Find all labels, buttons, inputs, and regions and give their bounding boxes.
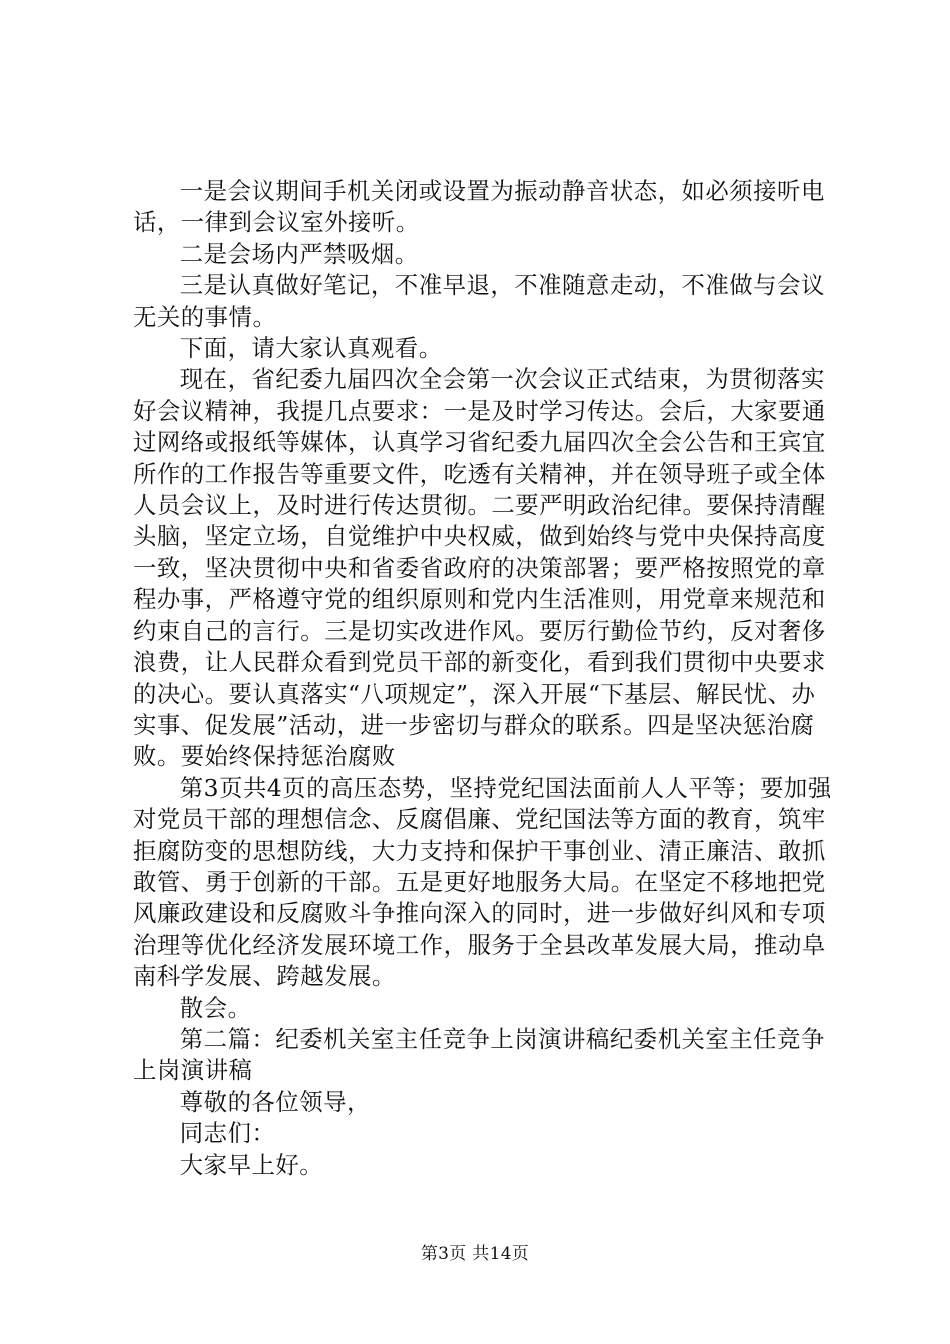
paragraph-adjourn: 散会。	[179, 993, 252, 1022]
page-footer: 第3页 共14页	[420, 1244, 530, 1264]
paragraph-requirements: 现在，省纪委九届四次全会第一次会议正式结束，为贯彻落实好会议精神，我提几点要求：一是及时学习传达。会后，大家要通过网络或报纸等媒体，认真学习省纪委九届四次全会公告和王宾宜所作的工作报告等重要文件，吃透有关精神，并在领导班子或全体人员会议上，及时进行传达贯彻。二要严明政治纪律。要保持清醒头脑，坚定立场，自觉维护中央权威，做到始终与党中央保持高度一致，坚决贯彻中央和省委省政府的决策部署；要严格按照党的章程办事，严格遵守党的组织原则和党内生活准则，用党章来规范和约束自己的言行。三是切实改进作风。要厉行勤俭节约，反对奢侈浪费，让人民群众看到党员干部的新变化，看到我们贯彻中央要求的决心。要认真落实“八项规定”，深入开展“下基层、解民忧、办实事、促发展”活动，进一步密切与群众的联系。四是坚决惩治腐败。要始终保持惩治腐败	[133, 365, 826, 771]
paragraph-greeting: 大家早上好。	[179, 1150, 324, 1179]
paragraph-notes-rule: 三是认真做好笔记，不准早退，不准随意走动，不准做与会议无关的事情。	[133, 271, 825, 331]
paragraph-salutation: 尊敬的各位领导，	[179, 1087, 371, 1116]
paragraph-phone-rule: 一是会议期间手机关闭或设置为振动静音状态，如必须接听电话，一律到会议室外接听。	[133, 177, 825, 237]
paragraph-no-smoking: 二是会场内严禁吸烟。	[179, 239, 419, 268]
paragraph-watch: 下面，请大家认真观看。	[179, 334, 443, 363]
document-body	[133, 176, 833, 1181]
paragraph-comrades: 同志们：	[179, 1119, 276, 1148]
paragraph-requirements-continued: 第3页共4页的高压态势，坚持党纪国法面前人人平等；要加强对党员干部的理想信念、反腐倡廉、党纪国法等方面的教育，筑牢拒腐防变的思想防线，大力支持和保护干事创业、清正廉洁、敢抓敢管、勇于创新的干部。五是更好地服务大局。在坚定不移地把党风廉政建设和反腐败斗争推向深入的同时，进一步做好纠风和专项治理等优化经济发展环境工作，服务于全县改革发展大局，推动阜南科学发展、跨越发展。	[133, 773, 832, 991]
paragraph-section-two-title: 第二篇：纪委机关室主任竞争上岗演讲稿纪委机关室主任竞争上岗演讲稿	[133, 1024, 825, 1085]
